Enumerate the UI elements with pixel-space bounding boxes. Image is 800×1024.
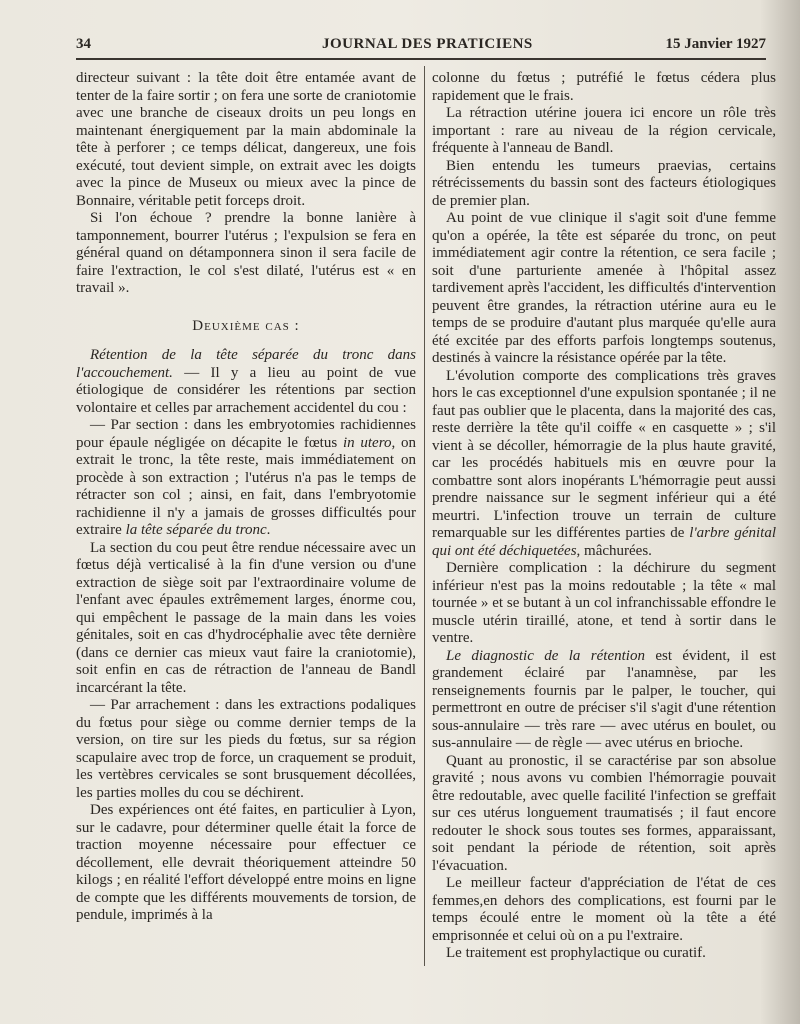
paragraph: Le diagnostic de la rétention est évident, il est grandement éclairé par l'anamnèse, par les renseignements fournis par le palper, le toucher, qui permettront en outre de préciser s'il s'agit d'une rétention sous-annulaire — très rare — avec utérus en boulet, ou sus-annulaire — de règle — avec utérus en brioche. xyxy=(432,647,776,751)
page-header xyxy=(76,36,766,58)
section-heading: Deuxième cas : xyxy=(192,317,300,334)
page-number: 34 xyxy=(76,36,91,52)
paragraph: — Par section : dans les embryotomies rachidiennes pour épaule négligée on décapite le fœtus in utero, on extrait le tronc, la tête reste, mais immédiatement on procède à son extraction ; l'utérus n'a pas le temps de rétracter son col ; ainsi, en fait, dans l'embryotomie rachidienne il n'y a jamais de grosses difficultés pour extraire la tête séparée du tronc. xyxy=(76,417,416,538)
paragraph: Des expériences ont été faites, en particulier à Lyon, sur le cadavre, pour déterminer quelle était la force de traction moyenne nécessaire pour effectuer ce décollement, elle devrait théoriquement atteindre 50 kilogs ; en réalité l'effort développé entre moins en ligne de compte que les différents mouvements de torsion, de pendule, imprimés à la xyxy=(76,802,416,923)
paragraph: La rétraction utérine jouera ici encore un rôle très important : rare au niveau de la région cervicale, fréquente à l'anneau de Bandl. xyxy=(432,105,776,156)
paragraph: directeur suivant : la tête doit être entamée avant de tenter de la faire sortir ; on fera une sorte de craniotomie avec une branche de ciseaux droits un peu longs en maintenant énergiquement par la main abdominale la tête à perforer ; ce temps délicat, dangereux, une fois exécuté, tout devient simple, on extrait avec les doigts avec la pince de Museux ou mieux avec la pince de Bonnaire, véritable petit forceps droit. xyxy=(76,70,416,209)
paragraph: Si l'on échoue ? prendre la bonne lanière à tamponnement, bourrer l'utérus ; l'expulsion se fera en général quand on détamponnera sinon il sera facile de faire l'extraction, le col s'est dilaté, l'utérus est « en travail ». xyxy=(76,210,416,296)
header-rule xyxy=(76,58,766,60)
left-column xyxy=(76,70,416,964)
paragraph: — Par arrachement : dans les extractions podaliques du fœtus pour siège ou comme dernier temps de la version, on tire sur les pieds du fœtus, sur sa région scapulaire avec trop de force, un craquement se produit, les vertèbres cervicales se sont brusquement décollées, les parties molles du cou se déchirent. xyxy=(76,697,416,801)
paragraph: Le traitement est prophylactique ou curatif. xyxy=(446,945,706,961)
right-column xyxy=(432,70,776,964)
paragraph: Le meilleur facteur d'appréciation de l'état de ces femmes,en dehors des complications, est fourni par le temps écoulé entre le moment où la tête a été emprisonnée et celui où on a pu l'extraire. xyxy=(432,875,776,944)
paragraph: L'évolution comporte des complications très graves hors le cas exceptionnel d'une expulsion spontanée ; il ne faut pas oublier que le placenta, dans la majorité des cas, reste derrière la tête qu'il coiffe « en casquette » ; s'il vient à se décoller, hémorragie de la plus haute gravité, car les procédés habituels mis en œuvre pour la combattre sont alors inopérants L'hémorragie peut aussi prendre naissance sur le segment inférieur qui a été meurtri. L'infection trouve un terrain de culture remarquable sur les différentes parties de l'arbre génital qui ont été déchiquetées, mâchurées. xyxy=(432,367,776,559)
paragraph: Dernière complication : la déchirure du segment inférieur n'est pas la moins redoutable ; la tête « mal tournée » et se butant à un col infranchissable effondre le muscle utérin tiraillé, atone, et tend à sortir dans le ventre. xyxy=(432,560,776,646)
paragraph: La section du cou peut être rendue nécessaire avec un fœtus déjà verticalisé à la fin d'une version ou d'une extraction de siège soit par l'extraordinaire volume de l'enfant avec épaules extrêmement larges, énorme cou, qui empêchent le passage de la main dans les voies génitales, soit en cas d'hydrocéphalie avec tête dernière (dans ce dernier cas mieux vaut faire la craniotomie), soit enfin en cas de rétraction de l'anneau de Bandl incarcérant la tête. xyxy=(76,539,416,696)
column-divider xyxy=(424,66,425,966)
paragraph: Rétention de la tête séparée du tronc dans l'accouchement. — Il y a lieu au point de vue étiologique de considérer les rétentions par section volontaire et celles par arrachement accidentel du cou : xyxy=(76,347,416,416)
paragraph: Bien entendu les tumeurs praevias, certains rétrécissements du bassin sont des facteurs étiologiques de premier plan. xyxy=(432,157,776,209)
journal-title: JOURNAL DES PRATICIENS xyxy=(322,36,533,52)
paragraph: Au point de vue clinique il s'agit soit d'une femme qu'on a opérée, la tête est séparée du tronc, on peut immédiatement agir contre la rétention, ce sera facile ; soit d'une parturiente amenée à l'hôpital assez tardivement après l'accident, les difficultés d'intervention peuvent être grandes, la rétraction utérine aura eu le temps de se produire d'autant plus marquée qu'elle aura été excitée par des efforts parfois longtemps soutenus, destinés à vaincre la résistance opérée par la tête. xyxy=(432,210,776,366)
paragraph: Quant au pronostic, il se caractérise par son absolue gravité ; nous avons vu combien l'hémorragie pouvait être redoutable, avec quelle facilité l'infection se greffait sur ces utérus longuement traumatisés ; il faut encore redouter le shock sous toutes ses formes, apparaissant, soit pendant la période de rétention, soit après l'évacuation. xyxy=(432,752,776,874)
issue-date: 15 Janvier 1927 xyxy=(665,36,766,52)
section-subtitle: Rétention de la tête séparée du tronc dans l'accouchement. xyxy=(76,347,416,381)
paragraph: colonne du fœtus ; putréfié le fœtus cédera plus rapidement que le frais. xyxy=(432,70,776,104)
